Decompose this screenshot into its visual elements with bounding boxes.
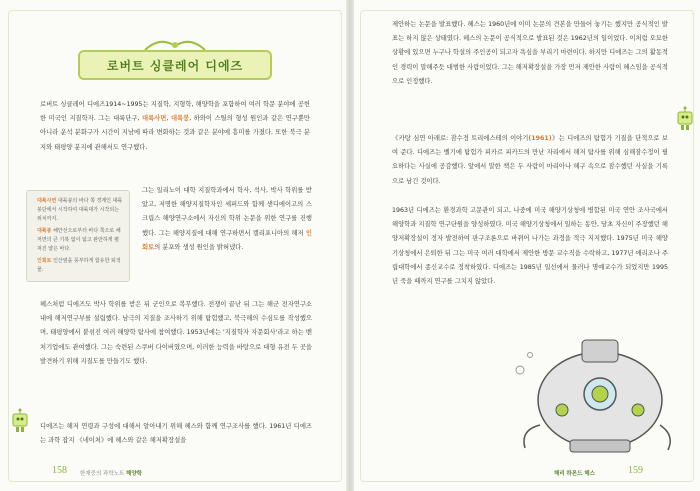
glossary-definition: 대륙붕의 바다 쪽 경계인 대륙붕단에서 시작하여 대륙대가 시작되는 위치까지. xyxy=(37,198,123,222)
right-footer: 해리 하몬드 헤스 xyxy=(554,471,596,477)
text-run: 헤스처럼 디에즈도 박사 학위를 받은 뒤 군인으로 복무했다. 전쟁이 끝난 뒤 그는 해군 전자연구소 내에 해저연구부를 설립했다. 남극의 지질을 조사하기 위해 탐험했고, 북극해의 수심도를 작성했으며, 태평양에서 붙섞진 여러 해양학 탐사에 참여했다. 1953년에는 '지질학자 자문회사'라고 하는 벤처기업에도 관여했다. 그는 숙련된 스쿠버 다이버였으며, 이러한 능력을 바탕으로 대형 유전 두 곳을 발견하기 위해 지질도를 만들기도 했다. xyxy=(40,301,312,365)
right-paragraph-2 xyxy=(392,132,668,189)
series-name: 한재중의 과학노트 xyxy=(80,471,125,477)
glossary-term: 대륙사면 xyxy=(37,198,57,204)
left-footer xyxy=(80,469,142,477)
left-paragraph-1 xyxy=(40,98,310,155)
series-topic: 해양학 xyxy=(126,471,142,477)
glossary-item xyxy=(37,257,123,275)
term-continental-shelf: 대륙붕 xyxy=(170,115,190,123)
glossary-term: 대륙붕 xyxy=(37,228,52,234)
chapter-title-banner xyxy=(78,50,272,80)
text-run: 제안하는 논문을 발표했다. 헤스는 1960년에 이미 논문의 견본을 만들어 놓기는 했지만 공식적인 발표는 하지 않은 상태였다. 헤스의 논문이 공식적으로 발표된 것은 1962년의 일이었다. 이처럼 오묘한 상황에 있으면 누구나 학설의 주인공이 되고자 욕심을 부리기 마련이다. 하지만 디에즈는 그의 활동적인 경력이 말해주듯 대범한 사람이었다. 그는 해저확장설을 가장 먼저 제안한 사람이 헤스임을 공식적으로 인정했다. xyxy=(392,21,668,85)
left-paragraph-4 xyxy=(40,420,312,448)
glossary-sidenote xyxy=(26,190,130,282)
robot-mascot-icon xyxy=(10,408,30,434)
right-paragraph-1 xyxy=(392,18,668,89)
glossary-item xyxy=(37,227,123,254)
text-run: 디에즈는 해저 연령과 구성에 대해서 알아내기 위해 헤스와 함께 연구조사를 했다. 1961년 디에즈는 과학 잡지 《네이처》에 헤스와 같은 해저확장설을 xyxy=(40,423,312,445)
text-run: 그는 일리노이 대학 지질학과에서 학사, 석사, 박사 학위를 받았고, 저명한 해양지질학자인 세퍼드와 함께 샌디에이고의 스크립스 해양연구소에서 자신의 학위 논문을 위한 연구를 진행했다. 그는 해양지질에 대해 연구하면서 캘리포니아의 해저 xyxy=(142,187,312,237)
robot-mascot-icon xyxy=(675,106,695,132)
glossary-definition: 인산염을 풍부하게 함유한 퇴적물. xyxy=(37,258,121,273)
right-page-number: 159 xyxy=(628,465,643,476)
publication-year: (1961) xyxy=(528,135,552,142)
text-run: , xyxy=(166,115,171,123)
submarine-illustration xyxy=(500,330,680,460)
glossary-item xyxy=(37,197,123,224)
text-run: 》는 디에즈의 탐험가 기질을 단적으로 보여 준다. 디에즈는 벨기에 탐험가 피카르 피카드의 만난 자리에서 해저 탐사를 위해 심해잠수정이 필요하다는 사실에 공감했다. 앞에서 말한 책은 두 사람이 마리아나 해구 속으로 잠수했던 사실을 기록으로 남긴 것이다. xyxy=(392,135,668,185)
text-run: 《카탕 심연 아래로: 잠수정 트리에스테의 이야기 xyxy=(392,135,529,142)
left-page-number: 158 xyxy=(52,465,67,476)
text-run: 로버트 싱클레어 디에즈1914~1995는 지질학, 지형학, 해양학을 포함하여 여러 학문 분야에 공헌한 미국인 지질학자. 그는 대륙단구, xyxy=(40,101,310,123)
term-continental-slope: 대륙사면 xyxy=(142,115,167,123)
text-run: , 하와이 스틸의 형성 원인과 같은 연구뿐만 아니라 운석 분화구가 시간이 지남에 따라 변화하는 것과 같은 분야에 흥미를 가졌다. 또한 북극 분지와 태평양 분지에 관해서도 연구했다. xyxy=(40,115,311,151)
left-paragraph-3 xyxy=(40,298,312,369)
left-paragraph-2 xyxy=(142,184,312,255)
glossary-term: 인회토 xyxy=(37,258,52,264)
book-gutter xyxy=(346,0,354,491)
right-paragraph-3 xyxy=(392,204,668,290)
term-phosphorite: 인회토 xyxy=(142,229,312,251)
glossary-definition: 해안선으로부터 바다 쪽으로 해저면의 큰 기복 없이 넓고 완만하게 펼쳐진 얕은 바다. xyxy=(37,228,121,252)
chapter-title: 로버트 싱클레어 디에즈 xyxy=(106,58,244,73)
text-run: 1963년 디에즈는 환경과학 고문관이 되고, 나중에 미국 해양기상청에 병합된 미국 연안 조사국에서 해양학과 지질학 연구단원을 양성하였다. 미국 해양기상청에서 일하는 동안, 당초 자신이 주장했던 해양저확장설이 정자 발전하여 판구조론으로 바뀌어 나가는 과정을 적극 지지했다. 1975년 미국 해양기상청에서 은퇴한 뒤 그는 미국 여러 대학에서 제안한 방문 교수직을 수락하고, 1977년 애리조나 주립대학에서 종신교수로 정착하였다. 디에즈는 1985년 일선에서 물러나 명예교수가 되었지만 1995년 죽을 때까지 연구를 그치지 않았다. xyxy=(392,207,668,286)
text-run: 의 분포와 생성 원인을 밝혀냈다. xyxy=(154,243,244,251)
